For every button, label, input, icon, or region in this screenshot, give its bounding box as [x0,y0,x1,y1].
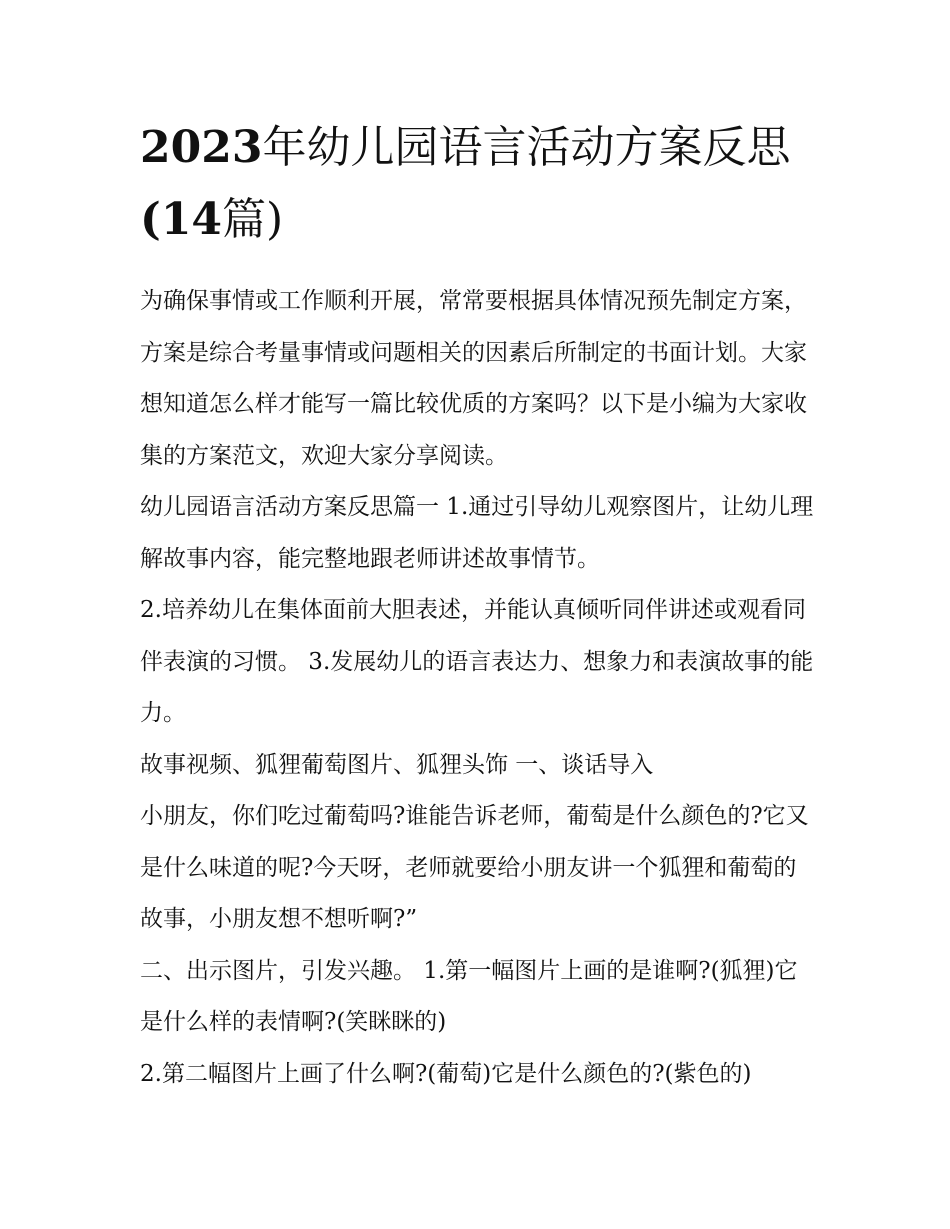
title-count: (14 [140,194,223,245]
title-suffix: 篇) [222,194,284,245]
objective-paragraph-2: 2.培养幼儿在集体面前大胆表述，并能认真倾听同伴讲述或观看同伴表演的习惯。 3.发展幼儿的语言表达力、想象力和表演故事的能力。 [140,597,814,726]
step-paragraph-2: 2.第二幅图片上画了什么啊?(葡萄)它是什么颜色的?(紫色的) [140,1060,752,1087]
title-year: 2023 [140,122,263,173]
materials-paragraph: 故事视频、狐狸葡萄图片、狐狸头饰 一、谈话导入 [140,751,654,778]
intro-paragraph: 为确保事情或工作顺利开展，常常要根据具体情况预先制定方案，方案是综合考量事情或问题相关的因素后所制定的书面计划。大家想知道怎么样才能写一篇比较优质的方案吗？以下是小编为大家收集的方案范文，欢迎大家分享阅读。 [140,288,807,469]
document-body [140,276,816,1100]
title-main: 年幼儿园语言活动方案反思 [262,122,791,173]
step-paragraph-1: 二、出示图片，引发兴趣。 1.第一幅图片上画的是谁啊?(狐狸)它是什么样的表情啊?(笑眯眯的) [140,957,798,1035]
document-title [140,112,816,256]
dialogue-paragraph: 小朋友，你们吃过葡萄吗?谁能告诉老师，葡萄是什么颜色的?它又是什么味道的呢?今天呀，老师就要给小朋友讲一个狐狸和葡萄的故事，小朋友想不想听啊?” [140,803,809,932]
document-page [140,112,816,1100]
objective-paragraph-1: 幼儿园语言活动方案反思篇一 1.通过引导幼儿观察图片，让幼儿理解故事内容，能完整地跟老师讲述故事情节。 [140,494,814,572]
